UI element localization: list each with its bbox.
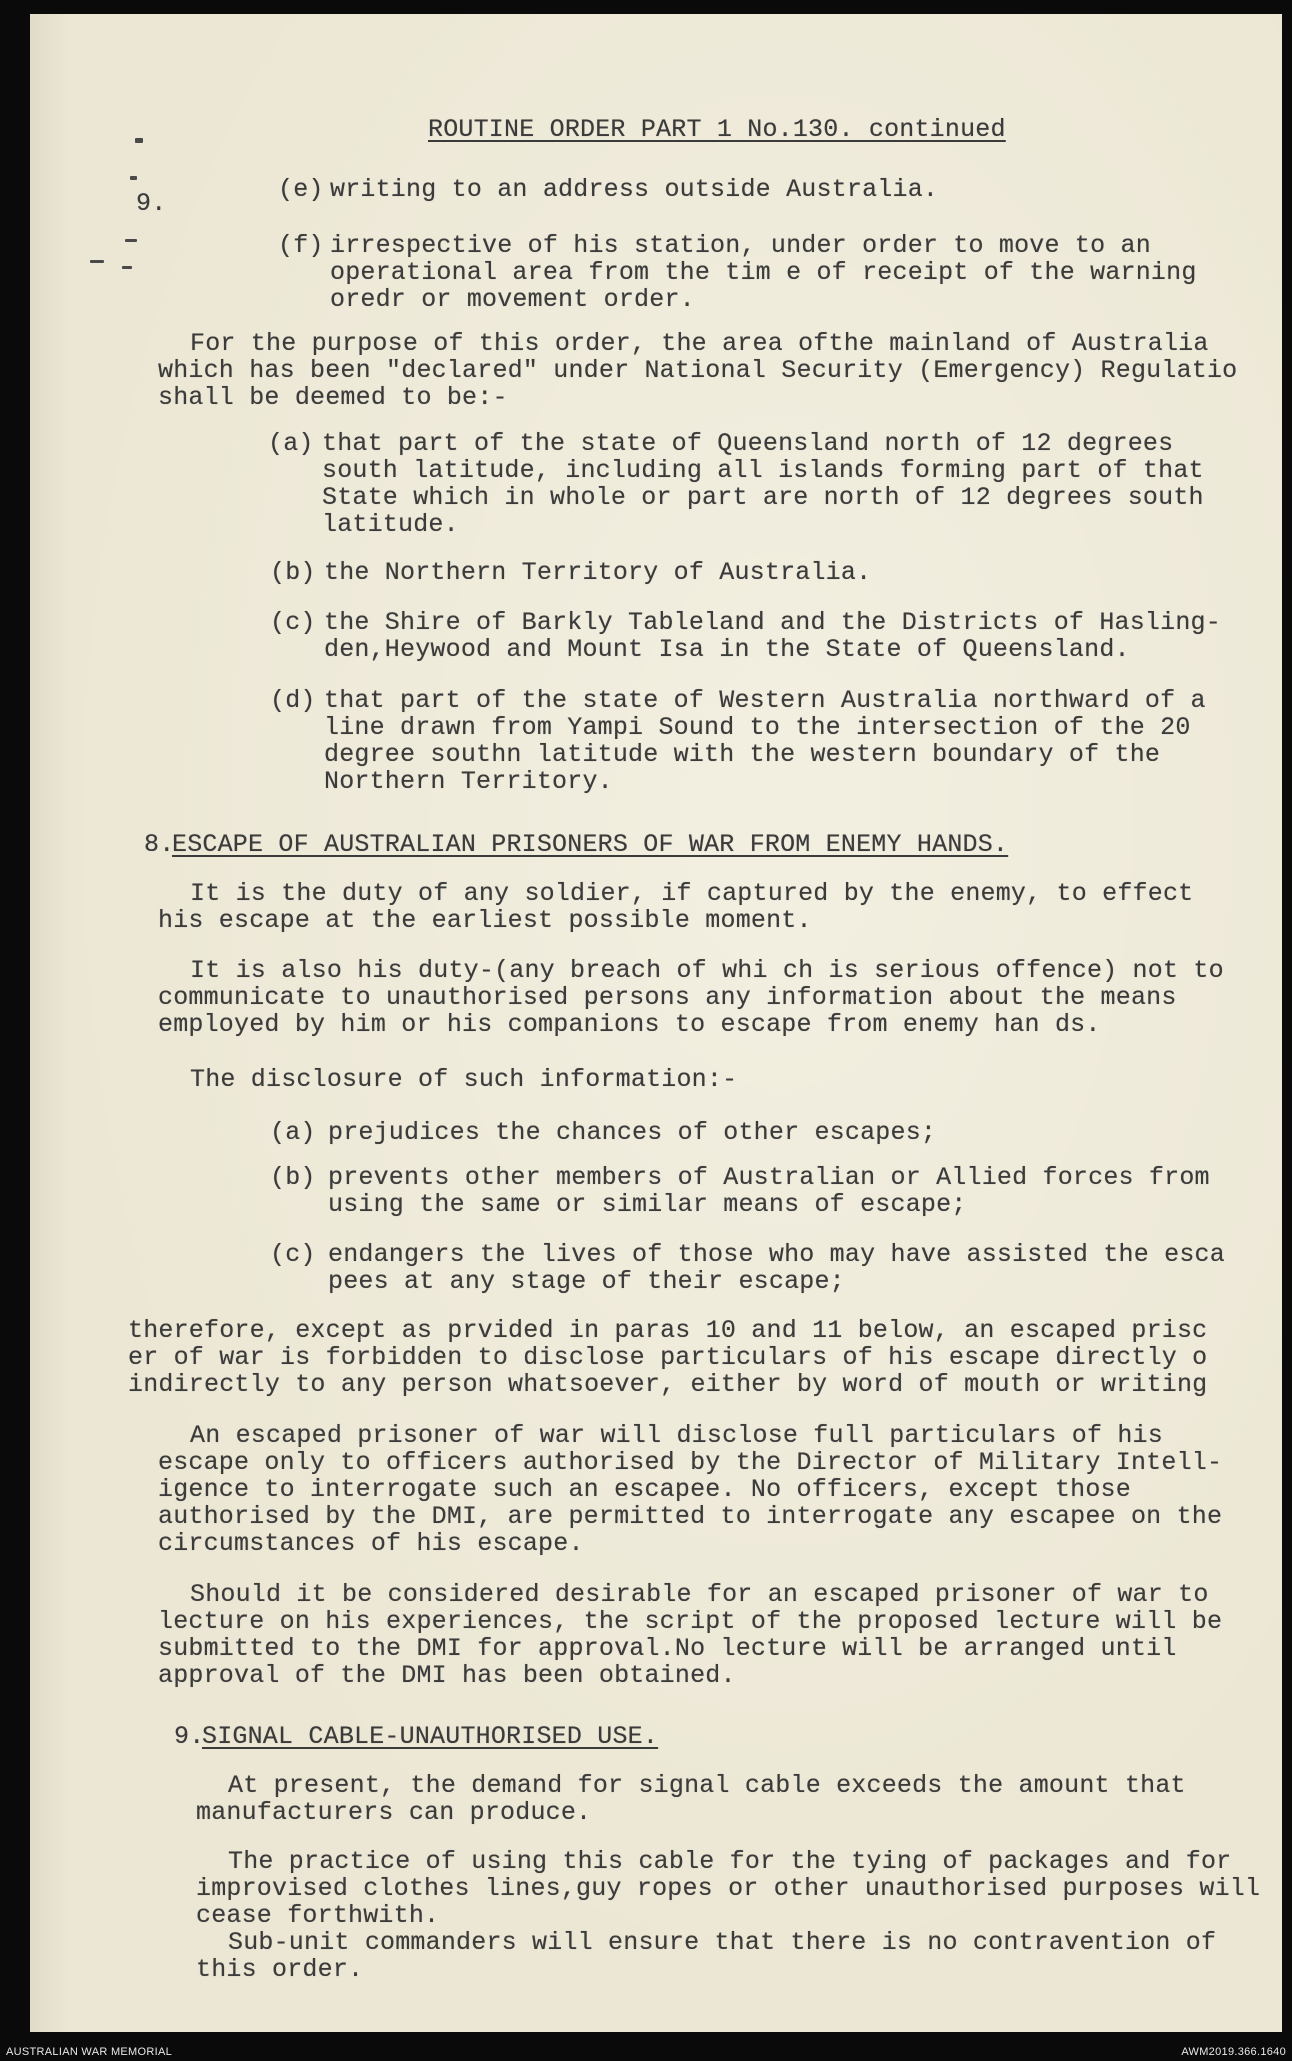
item-label: (c) [270,1240,316,1269]
punch-mark [130,176,137,180]
item-label: (a) [270,1118,316,1147]
punch-mark [122,266,132,269]
item-text: the Shire of Barkly Tableland and the Districts of Hasling- [324,608,1221,637]
item-text: using the same or similar means of escape; [328,1190,967,1219]
item-text: endangers the lives of those who may have assisted the esca [328,1240,1225,1269]
item-text: south latitude, including all islands forming part of that [322,456,1204,485]
item-label: (a) [268,429,314,458]
item-text: den,Heywood and Mount Isa in the State of Queensland. [324,635,1130,664]
section-title: SIGNAL CABLE-UNAUTHORISED USE. [202,1722,659,1751]
paragraph-line: improvised clothes lines,guy ropes or other unauthorised purposes will [196,1874,1261,1903]
paragraph-line: approval of the DMI has been obtained. [158,1661,736,1690]
paragraph-line: The practice of using this cable for the tying of packages and for [228,1847,1232,1876]
item-text: that part of the state of Queensland north of 12 degrees [322,429,1174,458]
paragraph-line: lecture on his experiences, the script of the proposed lecture will be [158,1607,1223,1636]
item-text: oredr or movement order. [330,285,695,314]
item-label: (f) [278,231,324,260]
paragraph-line: which has been "declared" under National Security (Emergency) Regulatio [158,356,1238,385]
item-label: (c) [270,608,316,637]
punch-mark [125,239,137,242]
paragraph-line: The disclosure of such information:- [190,1065,738,1094]
paragraph-line: this order. [196,1955,364,1984]
paragraph-line: cease forthwith. [196,1901,440,1930]
document-page [30,14,1282,2032]
footer-right-caption: AWM2019.366.1640 [1181,2046,1286,2058]
item-text: prevents other members of Australian or Allied forces from [328,1163,1210,1192]
paragraph-line: igence to interrogate such an escapee. No officers, except those [158,1475,1131,1504]
item-label: (e) [278,175,324,204]
paragraph-line: communicate to unauthorised persons any information about the means [158,983,1177,1012]
paragraph-line: indirectly to any person whatsoever, either by word of mouth or writing [128,1370,1208,1399]
paragraph-line: employed by him or his companions to escape from enemy han ds. [158,1010,1101,1039]
margin-number: 9. [136,189,167,218]
section-title: ESCAPE OF AUSTRALIAN PRISONERS OF WAR FROM ENEMY HANDS. [172,830,1009,859]
paragraph-line: It is the duty of any soldier, if captured by the enemy, to effect [190,879,1194,908]
item-text: the Northern Territory of Australia. [324,558,872,587]
paragraph-line: authorised by the DMI, are permitted to interrogate any escapee on the [158,1502,1223,1531]
section-number: 9. [174,1722,205,1751]
paragraph-line: For the purpose of this order, the area ofthe mainland of Australia [190,329,1209,358]
item-text: pees at any stage of their escape; [328,1267,845,1296]
paragraph-line: therefore, except as prvided in paras 10 and 11 below, an escaped prisc [128,1316,1208,1345]
item-text: that part of the state of Western Australia northward of a [324,686,1206,715]
paragraph-line: At present, the demand for signal cable exceeds the amount that [228,1771,1186,1800]
paragraph-line: It is also his duty-(any breach of whi ch is serious offence) not to [190,956,1224,985]
item-text: irrespective of his station, under order to move to an [330,231,1151,260]
footer-left-caption: AUSTRALIAN WAR MEMORIAL [6,2046,173,2058]
paragraph-line: circumstances of his escape. [158,1529,584,1558]
paragraph-line: Should it be considered desirable for an escaped prisoner of war to [190,1580,1209,1609]
section-number: 8. [144,830,175,859]
item-text: writing to an address outside Australia. [330,175,939,204]
paragraph-line: escape only to officers authorised by the Director of Military Intell- [158,1448,1223,1477]
paragraph-line: submitted to the DMI for approval.No lecture will be arranged until [158,1634,1177,1663]
paragraph-line: Sub-unit commanders will ensure that there is no contravention of [228,1928,1217,1957]
paragraph-line: er of war is forbidden to disclose particulars of his escape directly o [128,1343,1208,1372]
item-text: degree southn latitude with the western boundary of the [324,740,1161,769]
page-header: ROUTINE ORDER PART 1 No.130. continued [428,115,1006,144]
paragraph-line: his escape at the earliest possible moment. [158,906,812,935]
paragraph-line: An escaped prisoner of war will disclose full particulars of his [190,1421,1163,1450]
item-text: latitude. [322,510,459,539]
item-text: Northern Territory. [324,767,613,796]
item-text: line drawn from Yampi Sound to the intersection of the 20 [324,713,1191,742]
item-text: prejudices the chances of other escapes; [328,1118,937,1147]
punch-mark [135,138,143,143]
item-text: State which in whole or part are north of 12 degrees south [322,483,1204,512]
paragraph-line: manufacturers can produce. [196,1798,592,1827]
item-label: (b) [270,1163,316,1192]
item-label: (b) [270,558,316,587]
punch-mark [90,260,104,263]
paragraph-line: shall be deemed to be:- [158,383,508,412]
item-text: operational area from the tim e of receipt of the warning [330,258,1197,287]
item-label: (d) [270,686,316,715]
